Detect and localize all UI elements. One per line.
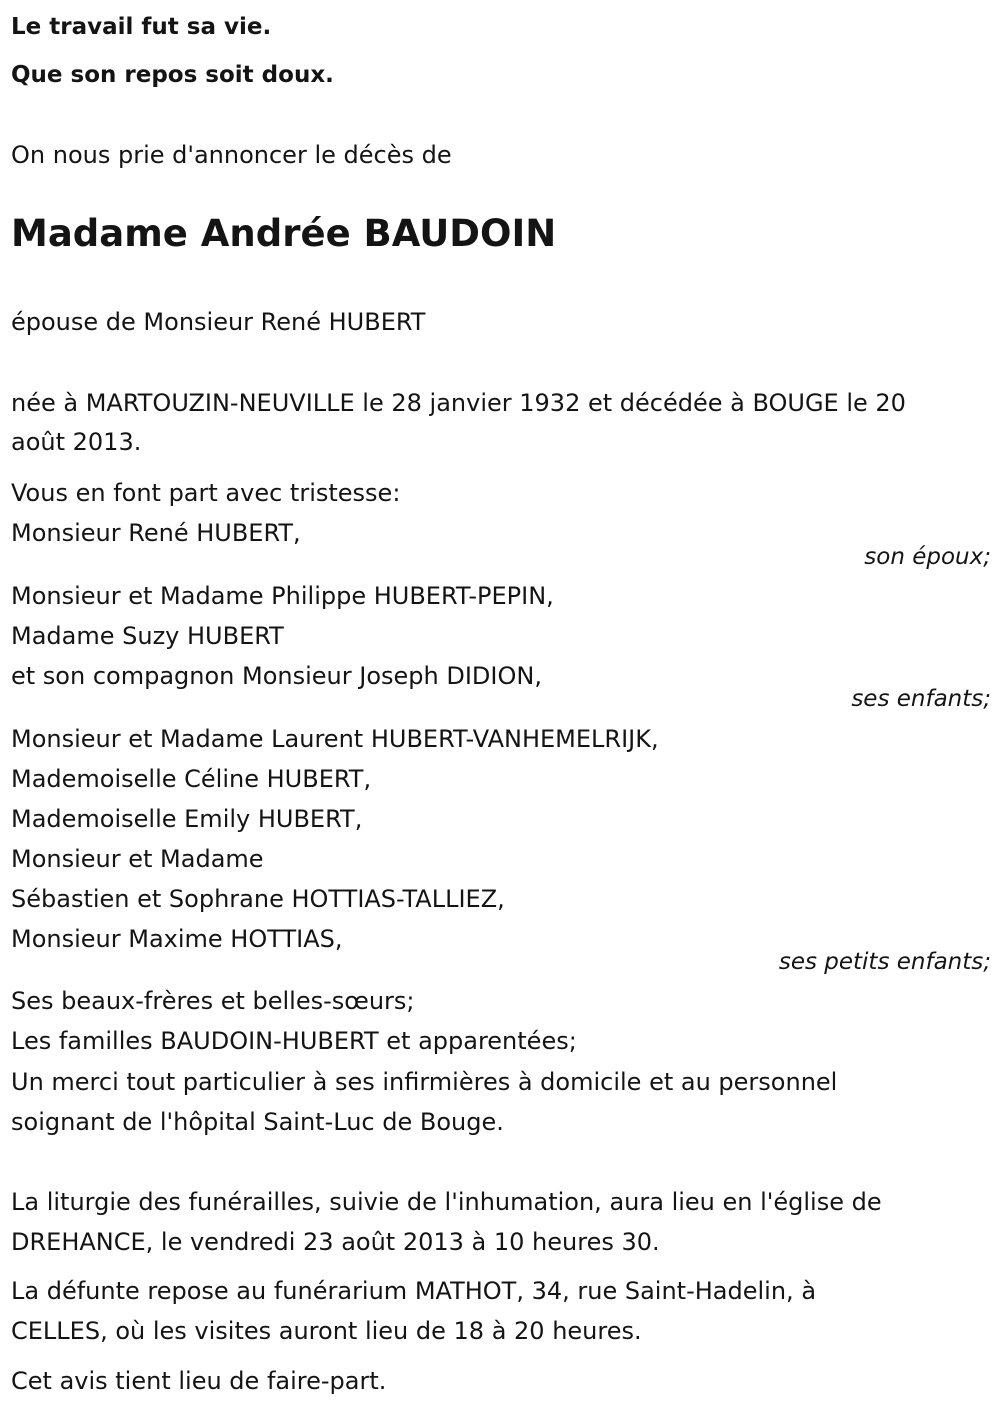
deceased-name: Madame Andrée BAUDOIN — [11, 212, 557, 255]
funeral-line-1: La liturgie des funérailles, suivie de l'inhumation, aura lieu en l'église de — [11, 1188, 882, 1216]
grandchildren-role: ses petits enfants; — [778, 949, 991, 975]
grandchild-name: Monsieur Maxime HOTTIAS, — [11, 925, 343, 953]
visitation-line-1: La défunte repose au funérarium MATHOT, 34, rue Saint-Hadelin, à — [11, 1277, 817, 1305]
epigraph-line-2: Que son repos soit doux. — [11, 62, 334, 88]
child-name: Monsieur et Madame Philippe HUBERT-PEPIN, — [11, 582, 554, 610]
share-intro: Vous en font part avec tristesse: — [11, 479, 401, 507]
birth-death-line-2: août 2013. — [11, 428, 142, 456]
epigraph-line-1: Le travail fut sa vie. — [11, 14, 272, 40]
child-name: Madame Suzy HUBERT — [11, 622, 284, 650]
announcement-intro: On nous prie d'annoncer le décès de — [11, 141, 452, 169]
in-laws-line: Ses beaux-frères et belles-sœurs; — [11, 987, 415, 1015]
spouse-role: son époux; — [864, 544, 991, 570]
funeral-line-2: DREHANCE, le vendredi 23 août 2013 à 10 heures 30. — [11, 1228, 660, 1256]
grandchild-name: Mademoiselle Céline HUBERT, — [11, 765, 372, 793]
closing-line: Cet avis tient lieu de faire-part. — [11, 1367, 387, 1395]
grandchild-name: Sébastien et Sophrane HOTTIAS-TALLIEZ, — [11, 885, 505, 913]
grandchild-name: Mademoiselle Emily HUBERT, — [11, 805, 363, 833]
birth-death-line-1: née à MARTOUZIN-NEUVILLE le 28 janvier 1932 et décédée à BOUGE le 20 — [11, 389, 906, 417]
spouse-line: épouse de Monsieur René HUBERT — [11, 308, 426, 336]
child-name: et son compagnon Monsieur Joseph DIDION, — [11, 662, 542, 690]
children-role: ses enfants; — [851, 686, 991, 712]
families-line: Les familles BAUDOIN-HUBERT et apparentées; — [11, 1027, 577, 1055]
thanks-line-1: Un merci tout particulier à ses infirmières à domicile et au personnel — [11, 1068, 838, 1096]
grandchild-name: Monsieur et Madame Laurent HUBERT-VANHEMELRIJK, — [11, 725, 659, 753]
visitation-line-2: CELLES, où les visites auront lieu de 18 à 20 heures. — [11, 1317, 642, 1345]
thanks-line-2: soignant de l'hôpital Saint-Luc de Bouge. — [11, 1108, 504, 1136]
spouse-name: Monsieur René HUBERT, — [11, 519, 301, 547]
grandchild-name: Monsieur et Madame — [11, 845, 264, 873]
